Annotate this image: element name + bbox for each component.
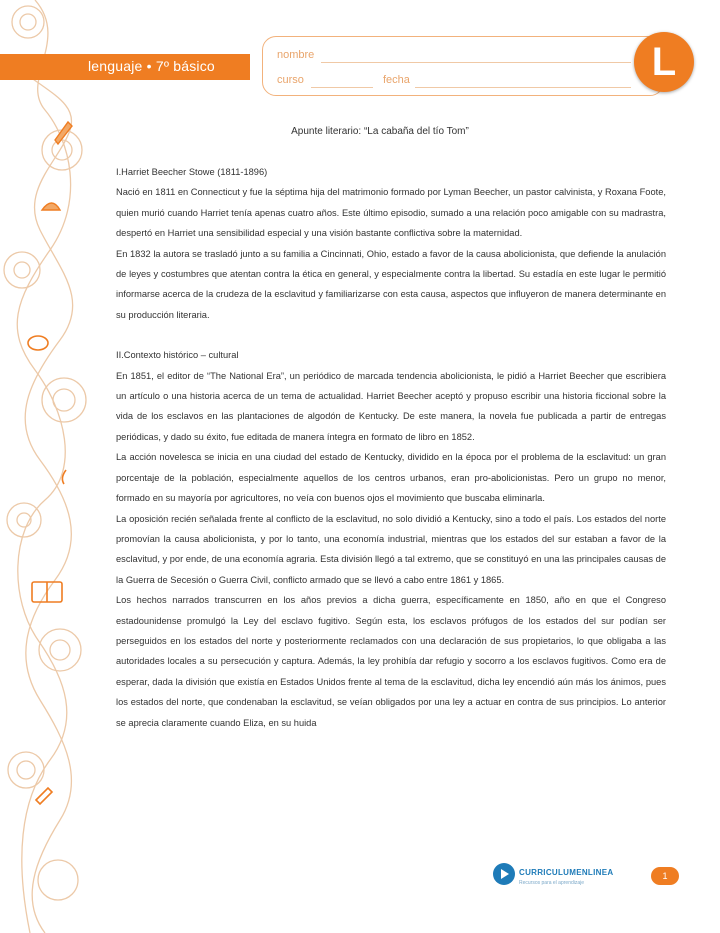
- paragraph: La oposición recién señalada frente al conflicto de la esclavitud, no solo dividió a Kentucky, sino a todo el país. Los estados del norte promovían la causa abolicionista, y por lo tanto, una economía industrial, mientras que los estados del sur estaban a favor de la esclavitud, y por ende, de una economía agraria. Esta división llegó a tal extremo, que se constituyó en una las principales causas de la Guerra de Secesión o Guerra Civil, conflicto armado que se llevó a cabo entre 1861 y 1865.: [116, 513, 666, 585]
- hat-icon: [42, 203, 60, 210]
- section-heading: I.Harriet Beecher Stowe (1811-1896): [116, 167, 268, 177]
- decorative-swirls: [0, 0, 95, 933]
- page-number: 1: [651, 867, 679, 885]
- paragraph: En 1832 la autora se trasladó junto a su familia a Cincinnati, Ohio, estado a favor de la causa abolicionista, que defiende la anulación de leyes y costumbres que atentan contra la ética en general, y especialmente contra la libertad. Su estadía en este lugar le permitió informarse acerca de la crudeza de la esclavitud y familiarizarse con esta causa, aspectos que influyeron de manera determinante en su producción literaria.: [116, 248, 666, 320]
- document-title: Apunte literario: “La cabaña del tío Tom”: [291, 126, 469, 137]
- nombre-field[interactable]: [321, 62, 631, 63]
- student-info-form: [262, 36, 664, 96]
- paragraph: Nació en 1811 en Connecticut y fue la séptima hija del matrimonio formado por Lyman Beecher, un pastor calvinista, y Roxana Foote, quien murió cuando Harriet tenía apenas cuatro años. Este último episodio, sumado a una relación poco amigable con su madrastra, despertó en Harriet una sensibilidad especial y una visión bastante conflictiva sobre la maternidad.: [116, 187, 666, 239]
- fecha-label: fecha: [383, 74, 410, 86]
- footer-brand[interactable]: CURRICULUMENLINEA: [519, 868, 614, 877]
- paragraph: La acción novelesca se inicia en una ciudad del estado de Kentucky, dividido en la época por el problema de la esclavitud: un gran porcentaje de la población, especialmente aquellos de los centros urbanos, eran pro-abolicionistas. Pero un grupo no menor, formado en su mayoría por agricultores, no veía con buenos ojos el movimiento que buscaba eliminarla.: [116, 452, 666, 504]
- fecha-field[interactable]: [415, 87, 631, 88]
- separator-dot: •: [146, 58, 152, 74]
- subject-badge: L: [634, 32, 694, 92]
- nombre-label: nombre: [277, 49, 315, 61]
- document-body: [116, 162, 666, 733]
- subject-label: lenguaje: [88, 58, 143, 74]
- curso-field[interactable]: [311, 87, 373, 88]
- paragraph: Los hechos narrados transcurren en los años previos a dicha guerra, específicamente en 1850, año en que el Congreso estadounidense promulgó la Ley del esclavo fugitivo. Según esta, los esclavos prófugos de los estados del sur podían ser perseguidos en los estados del norte y posteriormente reclamados con una declaración de sus propietarios, lo que obligaba a las autoridades locales a su persecución y captura. Además, la ley prohibía dar refugio y socorro a los esclavos fugitivos. Como era de esperar, dada la división que existía en Estados Unidos frente al tema de la esclavitud, dicha ley encendió aún más los ánimos, pues los estados del norte, que condenaban la esclavitud, se veían obligados por una ley a actuar en contra de sus principios. Lo anterior se aprecia claramente cuando Eliza, en su huida: [116, 595, 666, 728]
- grade-label: 7º básico: [155, 58, 215, 74]
- footer-tagline: Recursos para el aprendizaje: [519, 880, 585, 886]
- section-heading: II.Contexto histórico – cultural: [116, 350, 239, 361]
- play-logo-icon[interactable]: [492, 862, 516, 886]
- curso-label: curso: [277, 74, 304, 86]
- paragraph: En 1851, el editor de “The National Era”, un periódico de marcada tendencia abolicionista, le pidió a Harriet Beecher que escribiera un artículo o una historia acerca de un tema de actualidad. Harriet Beecher aceptó y propuso escribir una historia ficcional sobre la vida de los esclavos en las plantaciones de algodón de Kentucky. De este manera, la novela fue publicada a partir de entregas periódicas, y dado su éxito, fue editada de manera íntegra en formato de libro en 1852.: [116, 370, 666, 442]
- subject-grade-label: [88, 58, 215, 74]
